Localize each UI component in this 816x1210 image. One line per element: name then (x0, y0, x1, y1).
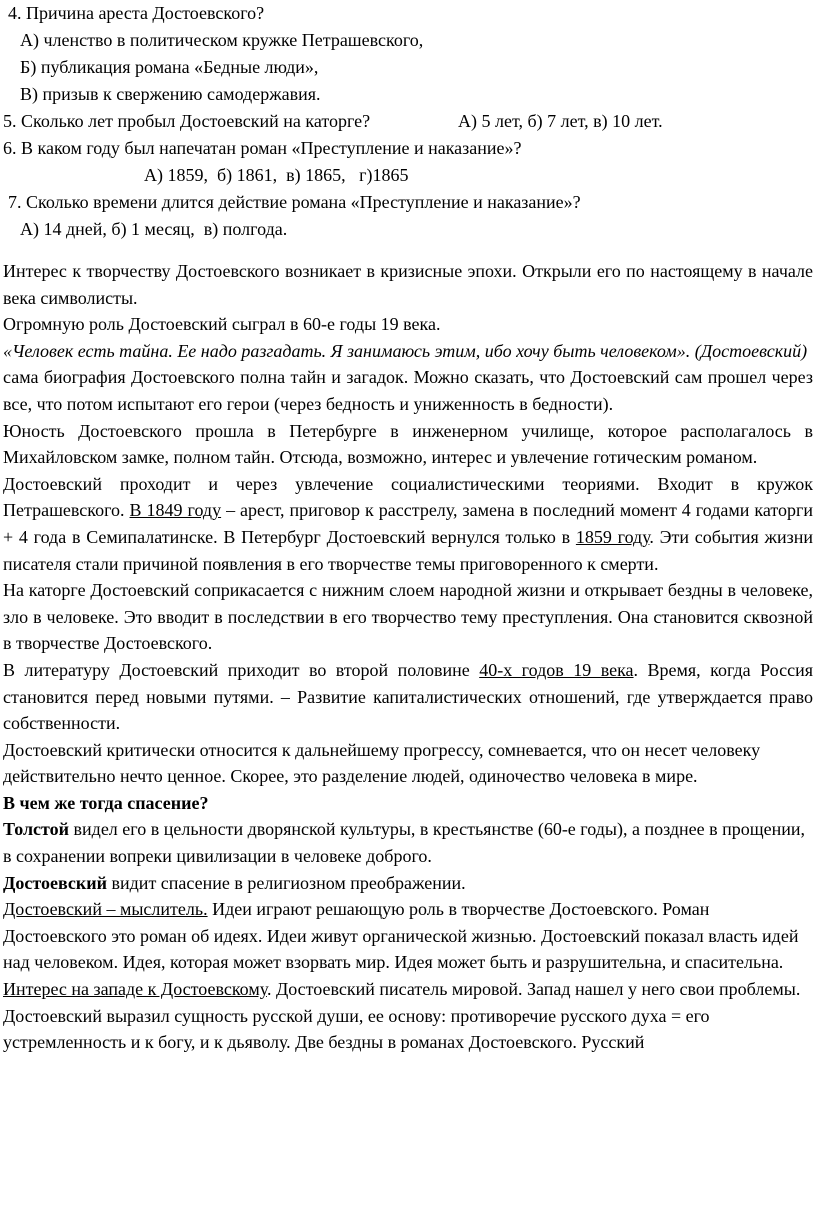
underlined-heading: Интерес на западе к Достоевскому (3, 979, 267, 1000)
paragraph: Интерес к творчеству Достоевского возникает в кризисные эпохи. Открыли его по настоящему в начале века символисты. (3, 261, 813, 308)
question-7: 7. Сколько времени длится действие романа «Преступление и наказание»? (8, 192, 581, 212)
text-span: В литературу Достоевский приходит во второй половине (3, 659, 480, 680)
paragraph (3, 896, 813, 976)
text-span: видит спасение в религиозном преображении. (107, 872, 466, 893)
text-span: Идеи играют решающую роль в творчестве Достоевского. Роман Достоевского это роман об идеях. Идеи живут органической жизнью. Достоевский показал власть идей над человеком. Идея, которая может взорвать мир. Идея может быть и разрушительна, и спасительна. (3, 899, 799, 973)
question-4-option-b: Б) публикация романа «Бедные люди», (20, 57, 319, 77)
paragraph: сама биография Достоевского полна тайн и загадок. Можно сказать, что Достоевский сам прошел через все, что потом испытают его герои (через бедность и униженность в бедности). (3, 367, 813, 414)
question-6-options: А) 1859, б) 1861, в) 1865, г)1865 (144, 165, 409, 185)
bold-name-dostoevsky: Достоевский (3, 872, 108, 893)
paragraph: Достоевский критически относится к дальнейшему прогрессу, сомневается, что он несет человеку действительно нечто ценное. Скорее, это разделение людей, одиночество человека в мире. (3, 739, 761, 787)
question-7-options: А) 14 дней, б) 1 месяц, в) полгода. (20, 219, 288, 239)
question-6: 6. В каком году был напечатан роман «Преступление и наказание»? (3, 138, 522, 158)
question-4-option-c: В) призыв к свержению самодержавия. (20, 84, 321, 104)
text-span: видел его в цельности дворянской культуры, в крестьянстве (60-е годы), а позднее в прощении, в сохранении вопреки цивилизации в человеке доброго. (3, 819, 806, 867)
question-4-option-a: А) членство в политическом кружке Петрашевского, (20, 30, 424, 50)
question-5: 5. Сколько лет пробыл Достоевский на каторге? (3, 111, 371, 131)
paragraph: Юность Достоевского прошла в Петербурге в инженерном училище, которое располагалось в Михайловском замке, полном тайн. Отсюда, возможно, интерес и увлечение готическим романом. (3, 420, 813, 468)
paragraph (3, 976, 813, 1056)
text-span: . Время, когда Россия становится перед новыми путями. – Развитие капиталистических отношений, где утверждается право собственности. (3, 659, 813, 734)
paragraph (3, 657, 813, 737)
quote-paragraph: «Человек есть тайна. Ее надо разгадать. Я занимаюсь этим, ибо хочу быть человеком». (Достоевский) (3, 340, 808, 361)
text-span: Достоевский проходит и через увлечение социалистическими теориями. Входит в кружок Петрашевского. (3, 473, 813, 521)
underlined-date-1859: 1859 году (575, 526, 650, 547)
underlined-period: 40-х годов 19 века (479, 659, 634, 680)
paragraph: Огромную роль Достоевский сыграл в 60-е годы 19 века. (3, 314, 441, 335)
paragraph (3, 471, 813, 577)
paragraph: На каторге Достоевский соприкасается с нижним слоем народной жизни и открывает бездны в человеке, зло в человеке. Это вводит в последствии в его творчество тему преступления. Она становится сквозной в творчестве Достоевского. (3, 580, 813, 654)
question-4: 4. Причина ареста Достоевского? (8, 3, 265, 23)
underlined-heading: Достоевский – мыслитель. (3, 899, 208, 920)
section-heading: В чем же тогда спасение? (3, 792, 209, 813)
paragraph (3, 870, 813, 897)
text-span: – арест, приговор к расстрелу, замена в последний момент 4 годами каторги + 4 года в Семипалатинске. В Петербург Достоевский вернулся только в (3, 500, 813, 547)
text-span: . Достоевский писатель мировой. Запад нашел у него свои проблемы. Достоевский выразил сущность русской души, ее основу: противоречие русского духа = его устремленность и к богу, и к дьяволу. Две бездны в романах Достоевского. Русский (3, 979, 801, 1053)
question-5-options: А) 5 лет, б) 7 лет, в) 10 лет. (458, 111, 663, 131)
underlined-date-1849: В 1849 году (129, 500, 222, 521)
bold-name-tolstoy: Толстой (3, 819, 70, 840)
paragraph (3, 816, 813, 869)
lecture-text (3, 258, 813, 1056)
text-span: . Эти события жизни писателя стали причиной появления в его творчестве темы приговоренного к смерти. (3, 526, 814, 574)
